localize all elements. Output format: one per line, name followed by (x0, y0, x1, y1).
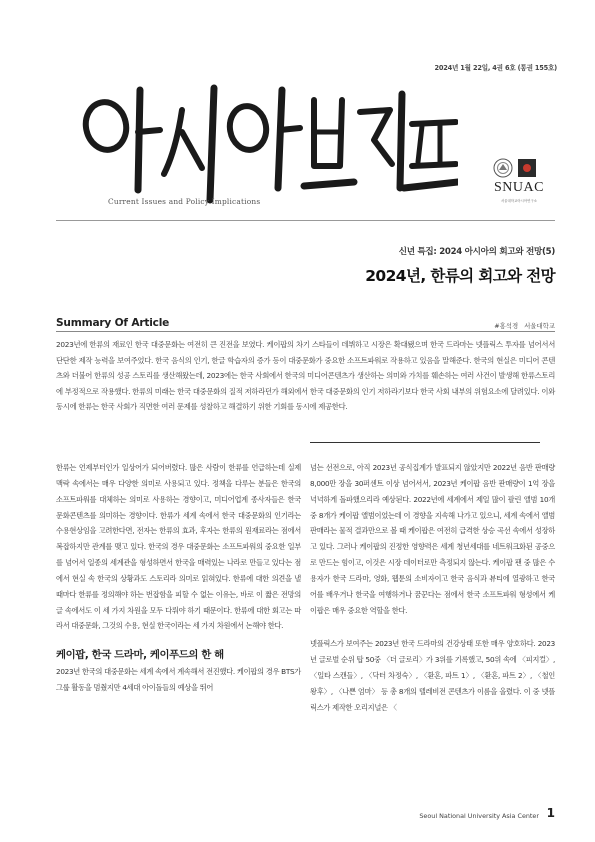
header-divider (56, 220, 555, 221)
summary-divider (56, 331, 555, 332)
issue-date-line: 2024년 1월 22일, 4권 6호 (통권 155호) (434, 64, 557, 72)
author-affiliation: 서울대학교 (524, 322, 555, 330)
body-paragraph: 2023년 한국의 대중문화는 세계 속에서 계속해서 전진했다. 케이팝의 경우 BTS가 그룹 활동을 멈췄지만 4세대 아이돌들의 예상을 뛰어 (56, 667, 301, 693)
section-heading: 케이팝, 한국 드라마, 케이푸드의 한 해 (56, 649, 224, 662)
author-name: #홍석경 (494, 322, 519, 330)
university-seal-icon (493, 158, 513, 178)
page-number: 1 (546, 806, 555, 820)
asia-center-emblem-icon (517, 158, 537, 178)
body-paragraph: 넘는 선전으로, 아직 2023년 공식집계가 발표되지 않았지만 2022년 음반 판매량 8,000만 장을 30퍼센트 이상 넘어서서, 2023년 케이팝 음반 판매량이 1억 장을 넉넉하게 돌파했으리라 예상된다. 2022년에 세계에서 제일 많이 팔린 앨범 10개 중 8개가 케이팝 앨범이었는데 이 경향을 지속해 나가고 있으니, 세계 속에서 앨범 판매라는 물적 결과만으로 볼 때 케이팝은 여전히 급격한 상승 곡선 속에서 성장하고 있다. 그러나 케이팝의 진정한 영향력은 세계 청년세대를 네트워크화된 공중으로 만드는 힘이고, 이것은 시장 데이터로만 측정되지 않는다. 케이팝 팬 중 많은 수용자가 한국 드라마, 영화, 웹툰의 소비자이고 한국 음식과 뷰티에 열광하고 한국어를 배우거나 한국을 여행하거나 꿈꾼다는 점에서 한국 소프트파워 형성에서 케이팝은 매우 중요한 역할을 한다. (310, 463, 555, 615)
right-column (310, 460, 555, 716)
org-name-korean: 서울대학교아시아연구소 (500, 199, 538, 203)
column-separator (310, 442, 540, 443)
summary-text: 2023년에 한류의 재료인 한국 대중문화는 여전히 큰 진전을 보였다. 케이팝의 차기 스타들이 데뷔하고 시장은 확대됐으며 한국 드라마는 넷플릭스 투자를 넘어서서 단단한 제작 능력을 보여주었다. 한국 음식의 인기, 한글 학습자의 증가 등이 대중문화가 중요한 소프트파워로 작용하고 있음을 말해준다. 한국의 현실은 미디어 콘텐츠와 더불어 한류의 성공 스토리를 생산해왔는데, 2023에는 한국 사회에서 한국의 미디어콘텐츠가 생산하는 의미와 가치를 훼손하는 여러 사건이 발생해 한류스토리에 부정적으로 작용했다. 한류의 미래는 한국 대중문화의 질적 저하라던가 해외에서 한국 대중문화의 인기 저하라기보다 한국 사회 내부의 위험요소에 달려있다. 이와 동시에 한류는 한국 사회가 직면한 여러 문제를 성찰하고 해결하기 위한 기회를 동시에 제공한다. (56, 340, 555, 412)
body-paragraph: 한류는 언제부터인가 일상어가 되어버렸다. 많은 사람이 한류를 언급하는데 실제 맥락 속에서는 매우 다양한 의미로 사용되고 있다. 정책을 다루는 분들은 한국의 소프트파워를 대체하는 의미로 사용하는 경향이고, 미디어업계 종사자들은 한국 문화콘텐츠를 의미하는 경향이다. 한류가 세계 속에서 한국 대중문화의 인기라는 수용현상임을 고려한다면, 전자는 한류의 효과, 후자는 한류의 원재료라는 점에서 복잡하지만 관계를 맺고 있다. 한국의 경우 대중문화는 소프트파워의 중요한 일부를 넘어서 일종의 세계관을 형성하면서 한국을 매력있는 나라로 만들고 있다는 점에서 현실 속 한국의 상황과도 스토리라 의미로 읽혀있다. 한류에 대한 의견을 낼 때마다 한류를 정의해야 하는 번잡함을 피할 수 없는 이유는, 바로 이 짧은 전망의 글 속에서도 이 세 가지 차원을 모두 다뤄야 하기 때문이다. 한류에 대한 회고는 따라서 대중문화, 그것의 수용, 현실 한국이라는 세 가지 차원에서 논해야 한다. (56, 463, 301, 631)
footer-org: Seoul National University Asia Center (419, 812, 539, 820)
masthead-brush-logo (78, 70, 458, 210)
body-paragraph: 넷플릭스가 보여주는 2023년 한국 드라마의 건강상태 또한 매우 양호하다. 2023년 글로벌 순위 탑 50중 〈더 글로리〉가 3위를 기록했고, 50위 속에 〈피지컬〉, 〈일타 스캔들〉, 〈닥터 차정숙〉, 〈환혼, 파트 1〉, 〈환혼, 파트 2〉, 〈철인 왕후〉, 〈나쁜 엄마〉 등 총 8개의 텔레비전 콘텐츠가 이름을 올렸다. 이 중 넷플릭스가 제작한 오리지널은 〈 (310, 639, 555, 712)
masthead-calligraphy-logo (78, 70, 458, 210)
summary-heading: Summary Of Article (56, 317, 170, 329)
article-title: 2024년, 한류의 회고와 전망 (365, 267, 555, 285)
paragraph-gap (310, 618, 555, 636)
snuac-logo-block (487, 158, 551, 216)
author-line (488, 321, 555, 330)
special-issue-title: 신년 특집: 2024 아시아의 회고와 전망(5) (398, 247, 555, 257)
left-column (56, 460, 301, 696)
masthead-subtitle: Current Issues and Policy Implications (108, 197, 261, 206)
org-name: SNUAC (494, 180, 544, 195)
